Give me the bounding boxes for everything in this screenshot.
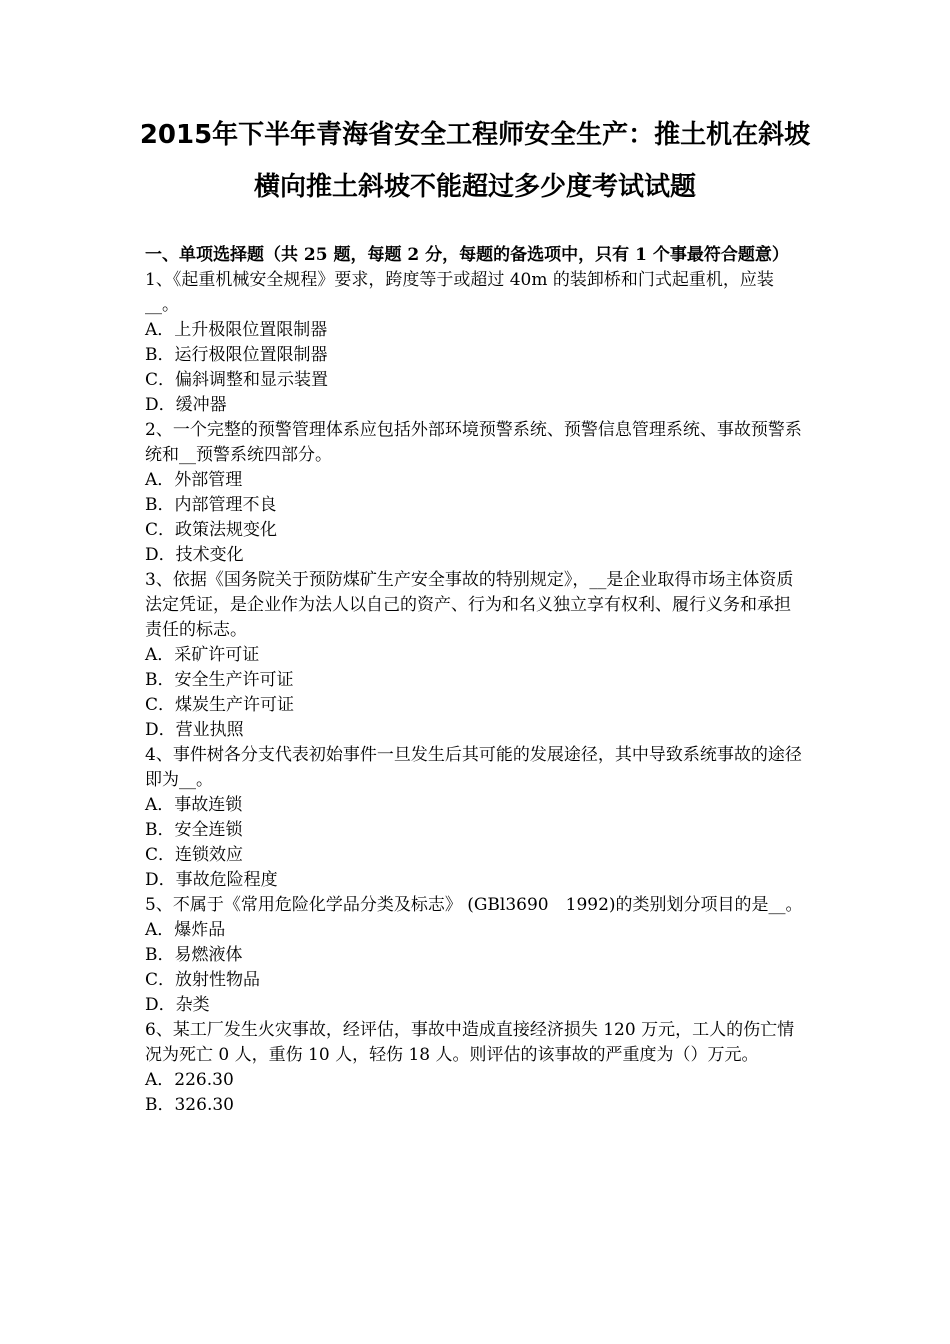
option-b: B．安全生产许可证 — [145, 670, 294, 690]
option-b: B．易燃液体 — [145, 945, 243, 965]
question-3 — [145, 568, 807, 743]
option-a: A．爆炸品 — [145, 920, 226, 940]
question-text: 6、某工厂发生火灾事故，经评估，事故中造成直接经济损失 120 万元，工人的伤亡情况为死亡 0 人，重伤 10 人，轻伤 18 人。则评估的该事故的严重度为（）万元。 — [145, 1020, 795, 1065]
question-text: 5、不属于《常用危险化学品分类及标志》 (GBl3690 1992)的类别划分项目的是__。 — [145, 895, 803, 915]
option-b: B．326.30 — [145, 1095, 234, 1115]
option-d: D．杂类 — [145, 995, 210, 1015]
option-b: B．内部管理不良 — [145, 495, 277, 515]
option-d: D．事故危险程度 — [145, 870, 278, 890]
option-d: D．技术变化 — [145, 545, 244, 565]
option-b: B．安全连锁 — [145, 820, 243, 840]
option-a: A．事故连锁 — [145, 795, 243, 815]
document-title-line-2: 横向推土斜坡不能超过多少度考试试题 — [253, 172, 696, 202]
question-text: 1、《起重机械安全规程》要求，跨度等于或超过 40m 的装卸桥和门式起重机，应装__。 — [145, 270, 774, 315]
question-4 — [145, 743, 807, 893]
question-1 — [145, 268, 807, 418]
question-text: 3、依据《国务院关于预防煤矿生产安全事故的特别规定》，__是企业取得市场主体资质法定凭证，是企业作为法人以自己的资产、行为和名义独立享有权利、履行义务和承担责任的标志。 — [145, 570, 794, 640]
option-d: D．缓冲器 — [145, 395, 227, 415]
document-title-line-1: 2015年下半年青海省安全工程师安全生产：推土机在斜坡 — [139, 120, 811, 150]
question-6 — [145, 1018, 807, 1118]
option-d: D．营业执照 — [145, 720, 244, 740]
option-c: C．政策法规变化 — [145, 520, 278, 540]
option-c: C．偏斜调整和显示装置 — [145, 370, 329, 390]
option-a: A．上升极限位置限制器 — [145, 320, 328, 340]
option-b: B．运行极限位置限制器 — [145, 345, 328, 365]
document-body — [145, 243, 807, 1118]
option-a: A．外部管理 — [145, 470, 243, 490]
question-text: 2、一个完整的预警管理体系应包括外部环境预警系统、预警信息管理系统、事故预警系统和__预警系统四部分。 — [145, 420, 802, 465]
section-heading: 一、单项选择题（共 25 题，每题 2 分，每题的备选项中，只有 1 个事最符合题意） — [145, 245, 789, 265]
option-a: A．226.30 — [145, 1070, 234, 1090]
option-c: C．煤炭生产许可证 — [145, 695, 295, 715]
option-c: C．连锁效应 — [145, 845, 244, 865]
option-a: A．采矿许可证 — [145, 645, 260, 665]
question-5 — [145, 893, 807, 1018]
question-text: 4、事件树各分支代表初始事件一旦发生后其可能的发展途径，其中导致系统事故的途径即为__。 — [145, 745, 802, 790]
option-c: C．放射性物品 — [145, 970, 261, 990]
question-2 — [145, 418, 807, 568]
